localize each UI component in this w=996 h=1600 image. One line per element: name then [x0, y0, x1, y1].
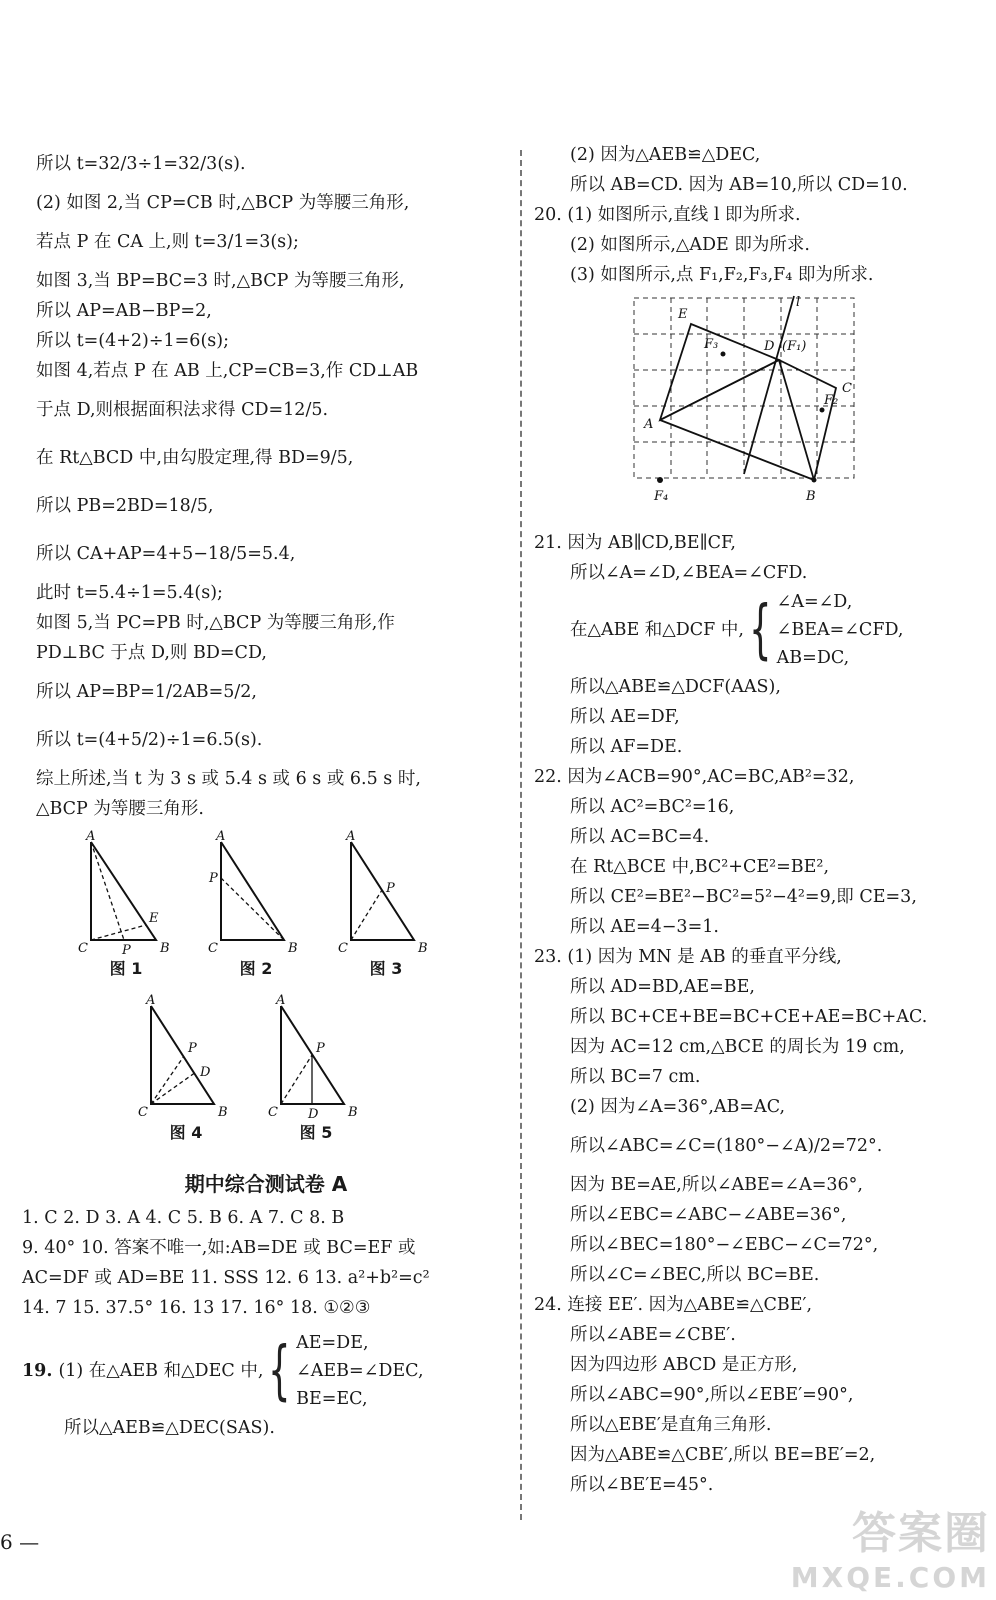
text-line: 因为△ABE≌△CBE′,所以 BE=BE′=2, [570, 1445, 876, 1465]
answer-line: AC=DF 或 AD=BE 11. SSS 12. 6 13. a²+b²=c² [22, 1268, 430, 1288]
text-line: 因为四边形 ABCD 是正方形, [570, 1355, 798, 1375]
figure-5 [266, 994, 366, 1144]
svg-text:B: B [418, 941, 428, 956]
text-line: 20. (1) 如图所示,直线 l 即为所求. [534, 205, 801, 225]
svg-text:C: C [78, 941, 88, 956]
equation: AE=DE, [296, 1333, 369, 1353]
text-line: 此时 t=5.4÷1=5.4(s); [36, 583, 223, 603]
text-line: 所以 CA+AP=4+5−18/5=5.4, [36, 544, 296, 564]
left-column [22, 140, 496, 1443]
text-line: (3) 如图所示,点 F₁,F₂,F₃,F₄ 即为所求. [570, 265, 874, 285]
svg-text:B: B [288, 941, 298, 956]
equation: BE=EC, [296, 1389, 368, 1409]
svg-text:C: C [138, 1105, 148, 1120]
text-line: 所以∠C=∠BEC,所以 BC=BE. [570, 1265, 820, 1285]
equation: ∠BEA=∠CFD, [776, 620, 904, 640]
text-line: 所以 BC=7 cm. [570, 1067, 701, 1087]
q19-system [22, 1329, 496, 1413]
text-line: 所以∠ABC=∠C=(180°−∠A)/2=72°. [570, 1136, 883, 1156]
svg-text:A: A [86, 830, 96, 844]
watermark [791, 1497, 990, 1594]
svg-text:P: P [386, 881, 395, 896]
svg-text:A: A [276, 994, 286, 1008]
figure-2 [206, 830, 306, 980]
text-line: 所以∠ABE=∠CBE′. [570, 1325, 736, 1345]
text-line: 所以∠BE′E=45°. [570, 1475, 714, 1495]
figure-5-caption: 图 5 [299, 1123, 333, 1142]
q20-grid-figure [604, 292, 982, 522]
figure-1-caption: 图 1 [109, 959, 143, 978]
text-line: (2) 如图 2,当 CP=CB 时,△BCP 为等腰三角形, [36, 193, 410, 213]
svg-text:D: D [200, 1065, 211, 1080]
text-line: (2) 因为∠A=36°,AB=AC, [570, 1097, 786, 1117]
text-line: 所以 AC=BC=4. [570, 827, 710, 847]
text-line: 所以 PB=2BD=18/5, [36, 496, 214, 516]
text-line: 22. 因为∠ACB=90°,AC=BC,AB²=32, [534, 767, 855, 787]
text-line: (2) 如图所示,△ADE 即为所求. [570, 235, 810, 255]
answer-line: 9. 40° 10. 答案不唯一,如:AB=DE 或 BC=EF 或 [22, 1238, 416, 1258]
text-line: 若点 P 在 CA 上,则 t=3/1=3(s); [36, 232, 299, 252]
text-line: 所以 AE=4−3=1. [570, 917, 719, 937]
text-line: 如图 3,当 BP=BC=3 时,△BCP 为等腰三角形, [36, 271, 405, 291]
grid-label-F2: F₂ [824, 393, 839, 408]
grid-label-D: D [764, 339, 775, 354]
svg-text:A: A [146, 994, 156, 1008]
text-line: PD⊥BC 于点 D,则 BD=CD, [36, 643, 267, 663]
text-line: 23. (1) 因为 MN 是 AB 的垂直平分线, [534, 947, 842, 967]
text-line: 如图 5,当 PC=PB 时,△BCP 为等腰三角形,作 [36, 613, 395, 633]
text-line: 如图 4,若点 P 在 AB 上,CP=CB=3,作 CD⊥AB [36, 361, 419, 381]
column-divider [520, 150, 522, 1520]
svg-text:C: C [208, 941, 218, 956]
watermark-logo-text: 答案圈 [852, 1508, 990, 1559]
text-line: 所以 AF=DE. [570, 737, 683, 757]
svg-text:E: E [149, 911, 159, 926]
figure-3 [336, 830, 436, 980]
svg-text:C: C [268, 1105, 278, 1120]
grid-label-l: l [796, 295, 801, 310]
svg-text:P: P [209, 871, 218, 886]
text-line: 所以 t=32/3÷1=32/3(s). [36, 154, 246, 174]
brace-icon: { [268, 1334, 291, 1408]
answer-line: 14. 7 15. 37.5° 16. 13 17. 16° 18. ①②③ [22, 1298, 371, 1318]
text-line: 于点 D,则根据面积法求得 CD=12/5. [36, 400, 329, 420]
text-line: 所以 AP=BP=1/2AB=5/2, [36, 682, 257, 702]
svg-text:C: C [338, 941, 348, 956]
grid-label-B: B [806, 489, 816, 504]
text-line: 所以△ABE≌△DCF(AAS), [570, 677, 781, 697]
answer-line: 1. C 2. D 3. A 4. C 5. B 6. A 7. C 8. B [22, 1208, 345, 1228]
text-line: 在 Rt△BCD 中,由勾股定理,得 BD=9/5, [36, 448, 354, 468]
text-line: 所以∠EBC=∠ABC−∠ABE=36°, [570, 1205, 847, 1225]
svg-text:D: D [308, 1107, 319, 1122]
figure-3-caption: 图 3 [369, 959, 403, 978]
brace-icon: { [749, 593, 772, 667]
text-line: 所以 AD=BD,AE=BE, [570, 977, 755, 997]
figure-4-caption: 图 4 [169, 1123, 203, 1142]
grid-label-F4: F₄ [654, 489, 669, 504]
equation: AB=DC, [776, 648, 850, 668]
svg-text:P: P [316, 1041, 325, 1056]
equation-system [296, 1329, 423, 1413]
text-line: 所以 CE²=BE²−BC²=5²−4²=9,即 CE=3, [570, 887, 917, 907]
grid-label-E: E [678, 307, 688, 322]
svg-text:A: A [346, 830, 356, 844]
text-line: 21. 因为 AB∥CD,BE∥CF, [534, 533, 736, 553]
page-number: 6 — [0, 1530, 40, 1554]
text-line: 在 Rt△BCE 中,BC²+CE²=BE², [570, 857, 830, 877]
figure-2-caption: 图 2 [239, 959, 273, 978]
q19-intro: (1) 在△AEB 和△DEC 中, [58, 1361, 264, 1381]
text-line: 所以 AC²=BC²=16, [570, 797, 735, 817]
text-line: 所以∠BEC=180°−∠EBC−∠C=72°, [570, 1235, 879, 1255]
svg-text:P: P [122, 943, 131, 958]
text-line: 所以 t=(4+2)÷1=6(s); [36, 331, 229, 351]
equation: ∠AEB=∠DEC, [296, 1361, 424, 1381]
text-line: 因为 BE=AE,所以∠ABE=∠A=36°, [570, 1175, 863, 1195]
q21-intro: 在△ABE 和△DCF 中, [570, 620, 744, 640]
grid-label-A: A [644, 417, 654, 432]
text-line: 所以△AEB≌△DEC(SAS). [64, 1418, 275, 1438]
text-line: 所以∠ABC=90°,所以∠EBE′=90°, [570, 1385, 854, 1405]
svg-text:A: A [216, 830, 226, 844]
text-line: 因为 AC=12 cm,△BCE 的周长为 19 cm, [570, 1037, 905, 1057]
svg-text:B: B [218, 1105, 228, 1120]
text-line: 所以 AP=AB−BP=2, [36, 301, 212, 321]
text-line: 所以△EBE′是直角三角形. [570, 1415, 772, 1435]
text-line: 所以∠A=∠D,∠BEA=∠CFD. [570, 563, 808, 583]
watermark-url: MXQE.COM [790, 1561, 990, 1594]
text-line: 24. 连接 EE′. 因为△ABE≌△CBE′, [534, 1295, 813, 1315]
text-line: (2) 因为△AEB≌△DEC, [570, 145, 761, 165]
figure-row-1 [36, 824, 496, 994]
q21-system [542, 588, 982, 672]
question-number: 19. [22, 1361, 53, 1381]
figure-4 [136, 994, 236, 1144]
text-line: △BCP 为等腰三角形. [36, 799, 204, 819]
text-line: 综上所述,当 t 为 3 s 或 5.4 s 或 6 s 或 6.5 s 时, [36, 769, 421, 789]
grid-label-F1: (F₁) [782, 339, 807, 354]
right-column [534, 140, 982, 1500]
figure-row-2 [36, 994, 496, 1159]
text-line: 所以 BC+CE+BE=BC+CE+AE=BC+AC. [570, 1007, 928, 1027]
grid-label-F3: F₃ [704, 337, 719, 352]
text-line: 所以 AE=DF, [570, 707, 680, 727]
svg-text:P: P [188, 1041, 197, 1056]
grid-label-C: C [842, 381, 852, 396]
text-line: 所以 AB=CD. 因为 AB=10,所以 CD=10. [570, 175, 908, 195]
svg-text:B: B [160, 941, 170, 956]
svg-text:B: B [348, 1105, 358, 1120]
text-line: 所以 t=(4+5/2)÷1=6.5(s). [36, 730, 263, 750]
equation-system [777, 588, 904, 672]
equation: ∠A=∠D, [776, 592, 853, 612]
figure-1 [76, 830, 176, 980]
section-title: 期中综合测试卷 A [184, 1172, 348, 1196]
